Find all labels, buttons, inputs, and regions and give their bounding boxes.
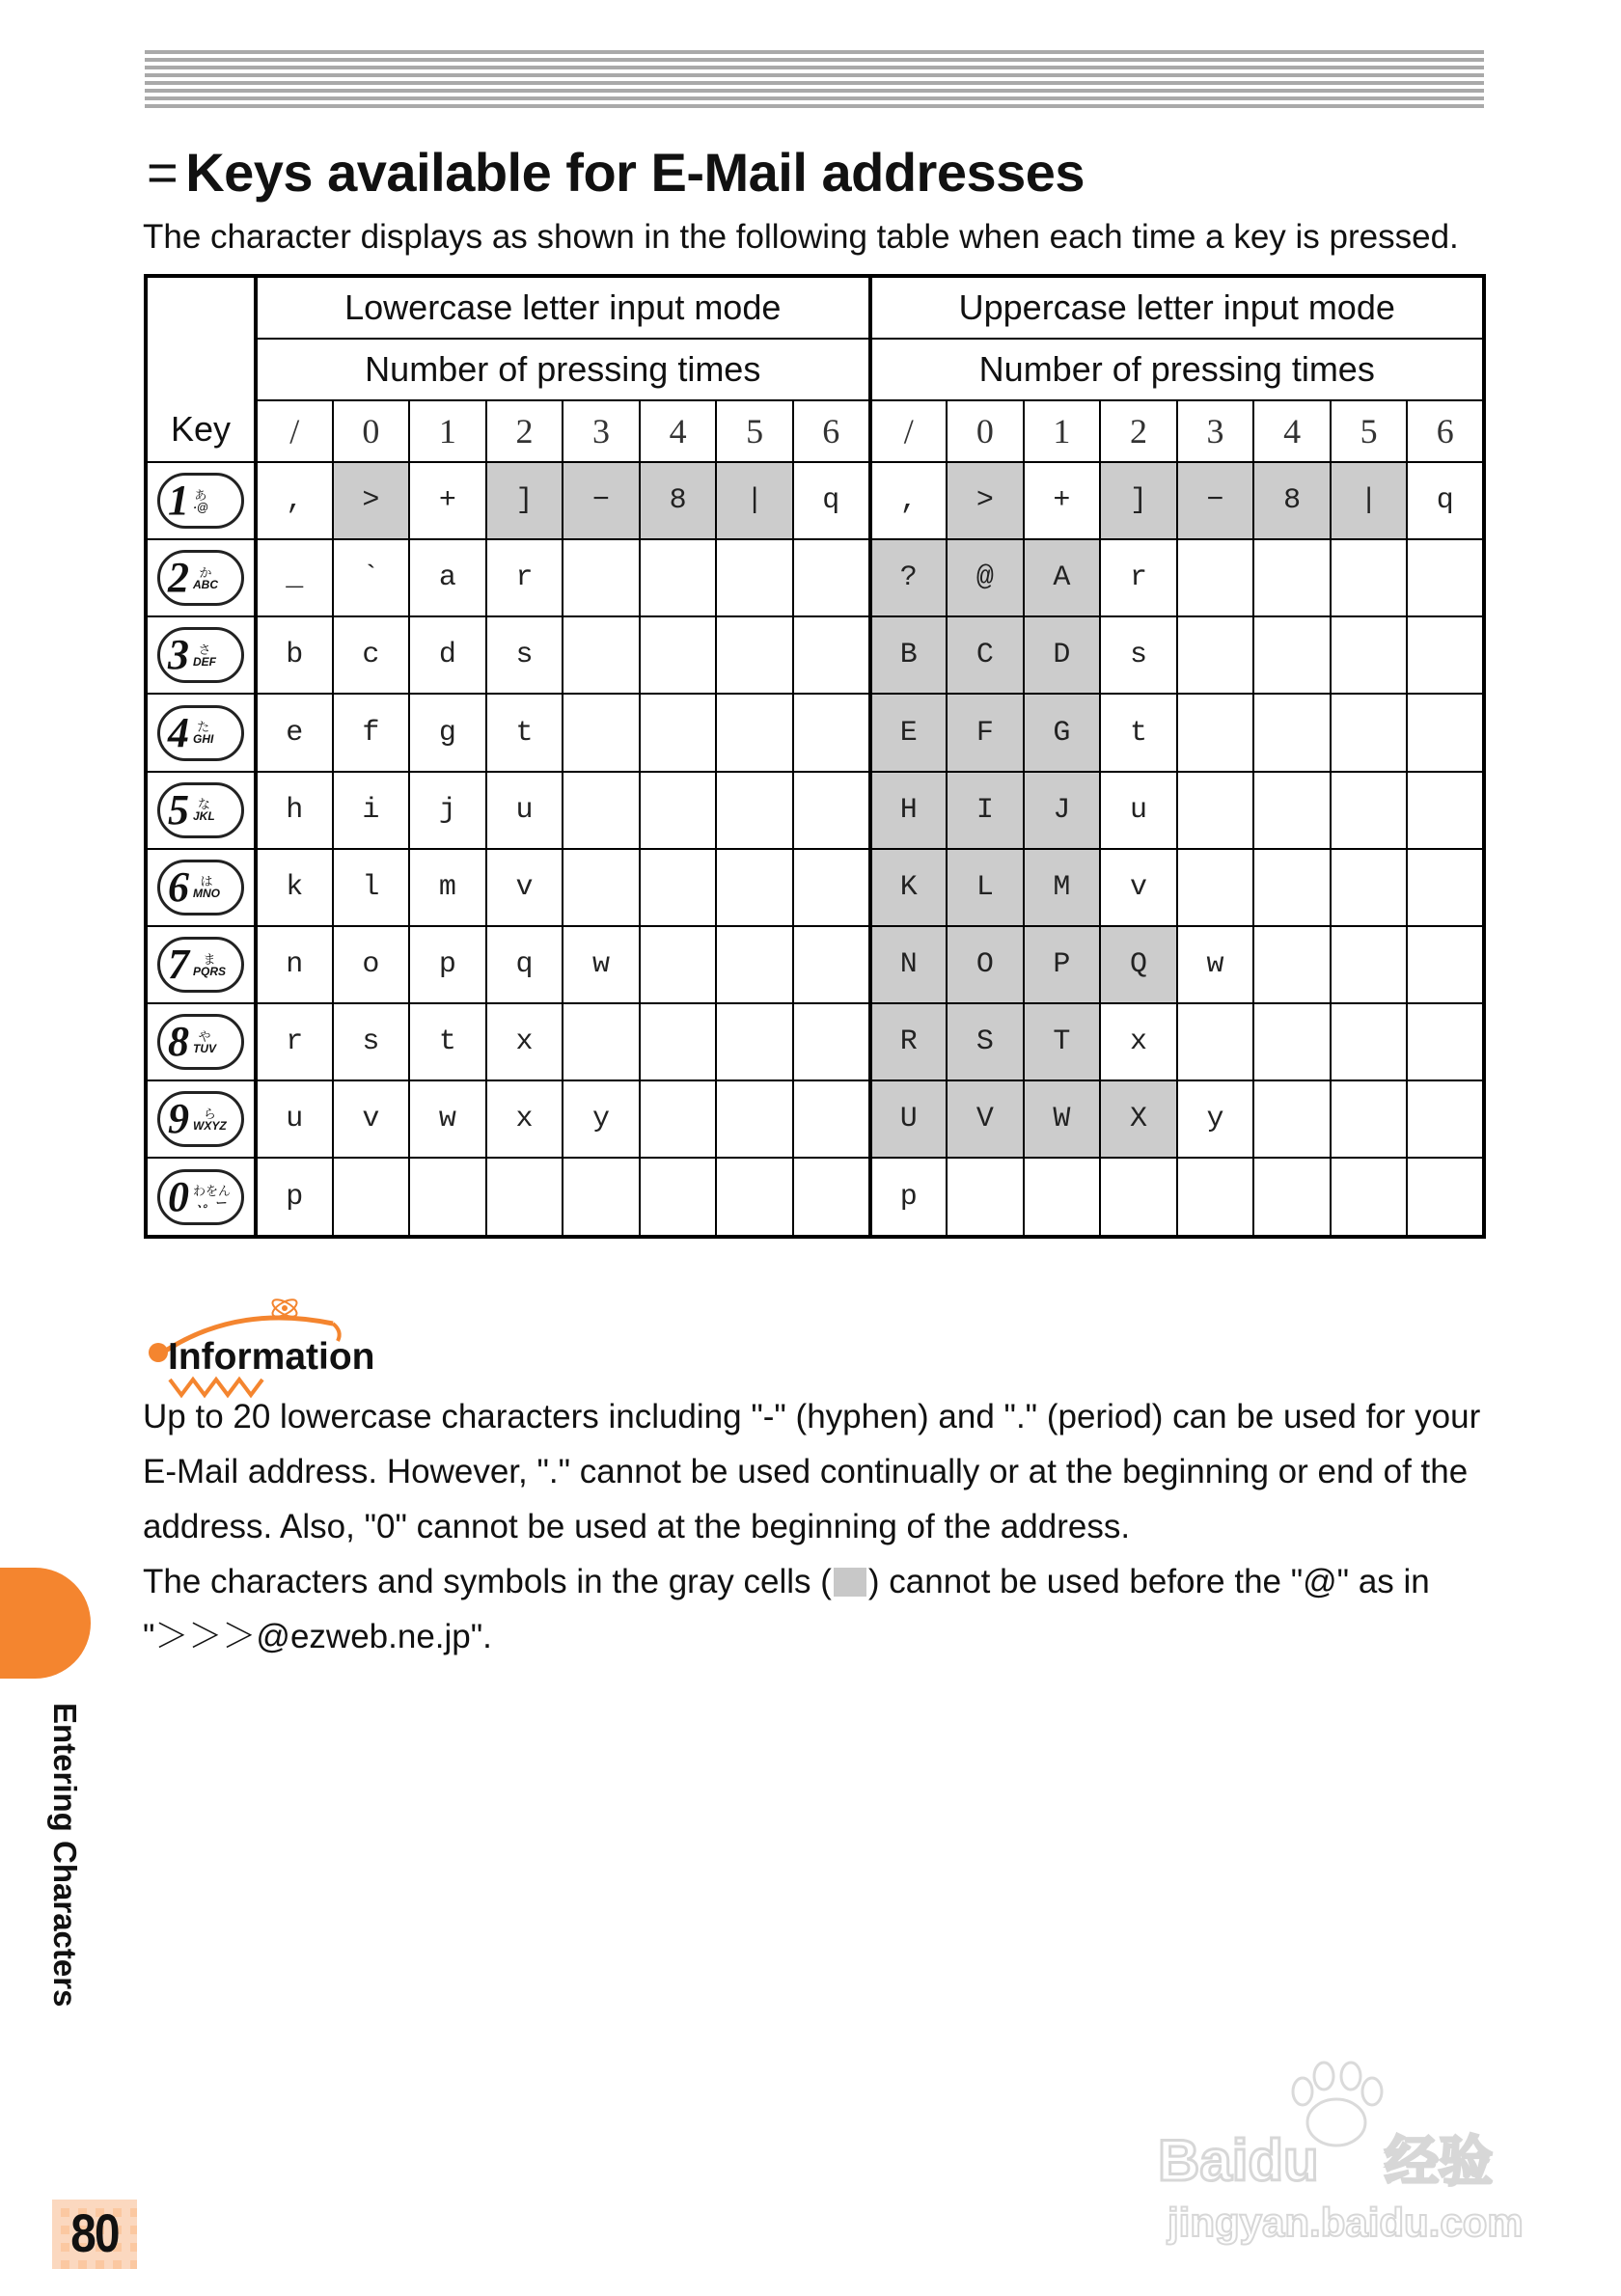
- key-letters: MNO: [193, 887, 220, 901]
- key-kana: あ: [194, 487, 207, 503]
- key-character-table: [144, 274, 1486, 1239]
- table-cell: e: [256, 694, 333, 771]
- table-cell: [1177, 694, 1254, 771]
- table-cell: y: [1177, 1080, 1254, 1158]
- table-row: [146, 772, 1484, 849]
- table-cell: [1253, 1080, 1331, 1158]
- table-cell: K: [870, 849, 948, 926]
- table-cell: R: [870, 1003, 948, 1080]
- uppercase-press-count-4: 3: [1177, 400, 1254, 462]
- table-cell: q: [793, 462, 870, 539]
- table-row: [146, 1080, 1484, 1158]
- table-cell: [563, 616, 640, 694]
- table-cell: w: [563, 926, 640, 1003]
- key-digit: 9: [168, 1095, 189, 1143]
- lowercase-press-count-5: 4: [640, 400, 717, 462]
- lowercase-press-count-0: /: [256, 400, 333, 462]
- table-cell: [793, 1003, 870, 1080]
- key-3-icon: [157, 627, 244, 683]
- key-9-icon: [157, 1091, 244, 1147]
- table-cell: [1253, 1003, 1331, 1080]
- key-6-icon: [157, 860, 244, 916]
- table-cell: [333, 1158, 410, 1237]
- key-cell: [146, 1003, 256, 1080]
- table-cell: V: [947, 1080, 1024, 1158]
- table-cell: [640, 539, 717, 616]
- table-cell: [716, 926, 793, 1003]
- table-cell: [640, 926, 717, 1003]
- info-line-2: E-Mail address. However, "." cannot be used continually or at the beginning or end of the: [143, 1453, 1469, 1490]
- key-kana: わをん: [193, 1184, 232, 1199]
- table-cell: f: [333, 694, 410, 771]
- table-cell: p: [409, 926, 486, 1003]
- uppercase-press-count-3: 2: [1100, 400, 1177, 462]
- table-cell: L: [947, 849, 1024, 926]
- uppercase-press-count-5: 4: [1253, 400, 1331, 462]
- table-cell: I: [947, 772, 1024, 849]
- table-cell: ,: [870, 462, 948, 539]
- table-cell: [409, 1158, 486, 1237]
- lowercase-press-count-2: 1: [409, 400, 486, 462]
- uppercase-press-count-header: Number of pressing times: [870, 339, 1485, 400]
- table-cell: [1253, 539, 1331, 616]
- uppercase-press-count-7: 6: [1407, 400, 1484, 462]
- table-cell: g: [409, 694, 486, 771]
- gray-cell-sample-icon: [834, 1568, 866, 1597]
- key-cell: [146, 926, 256, 1003]
- table-cell: [640, 1080, 717, 1158]
- key-digit: 3: [168, 631, 189, 679]
- table-cell: q: [1407, 462, 1484, 539]
- table-cell: ]: [1100, 462, 1177, 539]
- table-cell: [1407, 1080, 1484, 1158]
- table-row: [146, 616, 1484, 694]
- table-cell: Q: [1100, 926, 1177, 1003]
- key-5-icon: [157, 782, 244, 838]
- table-row: [146, 849, 1484, 926]
- table-cell: u: [256, 1080, 333, 1158]
- table-cell: [793, 1080, 870, 1158]
- key-kana: ら: [203, 1106, 216, 1121]
- table-cell: [1253, 926, 1331, 1003]
- key-letters: PQRS: [193, 964, 227, 978]
- table-row: [146, 1158, 1484, 1237]
- key-kana: や: [198, 1028, 211, 1044]
- table-cell: [640, 616, 717, 694]
- table-cell: x: [486, 1003, 563, 1080]
- table-cell: N: [870, 926, 948, 1003]
- information-body: [143, 1389, 1494, 1664]
- table-cell: [1407, 849, 1484, 926]
- table-row: [146, 926, 1484, 1003]
- table-cell: u: [486, 772, 563, 849]
- key-letters: DEF: [193, 654, 216, 669]
- key-digit: 0: [168, 1172, 189, 1220]
- uppercase-press-count-1: 0: [947, 400, 1024, 462]
- watermark-url: jingyan.baidu.com: [1168, 2200, 1524, 2245]
- information-heading: Information: [168, 1336, 375, 1378]
- key-letters: ·@: [193, 500, 208, 514]
- table-cell: s: [1100, 616, 1177, 694]
- table-cell: [1100, 1158, 1177, 1237]
- info-line-1: Up to 20 lowercase characters including "-" (hyphen) and "." (period) can be used for your: [143, 1398, 1481, 1435]
- key-2-icon: [157, 550, 244, 606]
- table-cell: o: [333, 926, 410, 1003]
- key-cell: [146, 616, 256, 694]
- info-line-4-end: ) cannot be used before the "@" as in: [867, 1563, 1430, 1600]
- key-digit: 1: [168, 477, 189, 525]
- table-cell: [793, 926, 870, 1003]
- table-cell: [1253, 694, 1331, 771]
- table-cell: 8: [1253, 462, 1331, 539]
- table-cell: [1331, 849, 1408, 926]
- table-cell: n: [256, 926, 333, 1003]
- table-cell: ?: [870, 539, 948, 616]
- table-cell: [1331, 694, 1408, 771]
- table-cell: [1024, 1158, 1101, 1237]
- table-cell: [716, 849, 793, 926]
- table-cell: l: [333, 849, 410, 926]
- table-cell: W: [1024, 1080, 1101, 1158]
- section-tab-marker: [0, 1568, 91, 1679]
- table-cell: G: [1024, 694, 1101, 771]
- table-cell: H: [870, 772, 948, 849]
- table-cell: T: [1024, 1003, 1101, 1080]
- key-7-icon: [157, 937, 244, 993]
- title-text: Keys available for E-Mail addresses: [185, 142, 1085, 203]
- table-cell: [1407, 694, 1484, 771]
- key-4-icon: [157, 705, 244, 761]
- table-cell: [716, 539, 793, 616]
- table-cell: w: [1177, 926, 1254, 1003]
- table-cell: w: [409, 1080, 486, 1158]
- table-cell: −: [1177, 462, 1254, 539]
- uppercase-press-count-6: 5: [1331, 400, 1408, 462]
- table-cell: u: [1100, 772, 1177, 849]
- key-digit: 7: [168, 941, 189, 989]
- key-digit: 8: [168, 1018, 189, 1066]
- table-cell: X: [1100, 1080, 1177, 1158]
- key-kana: た: [197, 720, 210, 735]
- table-cell: [1253, 849, 1331, 926]
- key-digit: 4: [168, 708, 189, 756]
- table-cell: |: [716, 462, 793, 539]
- table-cell: [793, 849, 870, 926]
- table-cell: j: [409, 772, 486, 849]
- table-cell: [1331, 926, 1408, 1003]
- lowercase-press-count-7: 6: [793, 400, 870, 462]
- key-8-icon: [157, 1014, 244, 1070]
- table-cell: |: [1331, 462, 1408, 539]
- table-cell: r: [256, 1003, 333, 1080]
- table-cell: +: [1024, 462, 1101, 539]
- table-cell: v: [1100, 849, 1177, 926]
- key-digit: 6: [168, 862, 189, 911]
- key-letters: 、。ー: [197, 1196, 227, 1211]
- table-cell: S: [947, 1003, 1024, 1080]
- table-row: [146, 694, 1484, 771]
- baidu-jingyan-watermark: [1158, 2055, 1544, 2257]
- watermark-brand-cn: 经验: [1385, 2131, 1493, 2194]
- table-cell: M: [1024, 849, 1101, 926]
- key-cell: [146, 539, 256, 616]
- table-cell: [563, 772, 640, 849]
- table-cell: [1331, 1003, 1408, 1080]
- key-kana: か: [199, 564, 212, 580]
- table-cell: [793, 1158, 870, 1237]
- table-cell: [1253, 616, 1331, 694]
- table-cell: >: [333, 462, 410, 539]
- table-cell: U: [870, 1080, 948, 1158]
- page-subtitle: The character displays as shown in the following table when each time a key is pressed.: [143, 218, 1459, 256]
- table-cell: [640, 1003, 717, 1080]
- info-line-4: [143, 1554, 1494, 1609]
- table-cell: +: [409, 462, 486, 539]
- page-title: [147, 141, 1085, 204]
- lowercase-press-count-1: 0: [333, 400, 410, 462]
- table-cell: >: [947, 462, 1024, 539]
- key-cell: [146, 462, 256, 539]
- info-line-3: address. Also, "0" cannot be used at the beginning of the address.: [143, 1508, 1131, 1545]
- table-cell: v: [486, 849, 563, 926]
- table-cell: b: [256, 616, 333, 694]
- table-cell: ,: [256, 462, 333, 539]
- key-cell: [146, 772, 256, 849]
- key-letters: ABC: [193, 577, 218, 591]
- table-cell: m: [409, 849, 486, 926]
- table-cell: [716, 1080, 793, 1158]
- key-1-icon: [157, 473, 244, 529]
- table-cell: [1407, 539, 1484, 616]
- table-cell: t: [409, 1003, 486, 1080]
- table-cell: [793, 694, 870, 771]
- table-cell: d: [409, 616, 486, 694]
- key-column-header: Key: [146, 276, 256, 462]
- table-cell: [1407, 772, 1484, 849]
- key-letters: GHI: [193, 732, 214, 747]
- title-prefix: =: [147, 142, 179, 203]
- table-cell: P: [1024, 926, 1101, 1003]
- key-digit: 5: [168, 785, 189, 834]
- table-cell: [1407, 616, 1484, 694]
- table-cell: [640, 694, 717, 771]
- table-cell: [563, 539, 640, 616]
- key-0-icon: [157, 1169, 244, 1225]
- key-kana: さ: [198, 642, 211, 657]
- table-cell: [640, 1158, 717, 1237]
- info-line-4-start: The characters and symbols in the gray cells (: [143, 1563, 832, 1600]
- uppercase-press-count-2: 1: [1024, 400, 1101, 462]
- table-cell: i: [333, 772, 410, 849]
- key-letters: WXYZ: [193, 1118, 227, 1133]
- table-cell: r: [486, 539, 563, 616]
- table-row: [146, 539, 1484, 616]
- table-cell: [1177, 849, 1254, 926]
- key-cell: [146, 849, 256, 926]
- table-cell: [1407, 1158, 1484, 1237]
- table-cell: [1331, 772, 1408, 849]
- table-cell: O: [947, 926, 1024, 1003]
- section-tab-label: Entering Characters: [47, 1703, 83, 2008]
- watermark-brand: Baidu: [1158, 2128, 1319, 2193]
- key-digit: 2: [168, 554, 189, 602]
- table-cell: k: [256, 849, 333, 926]
- uppercase-mode-header: Uppercase letter input mode: [870, 276, 1485, 339]
- uppercase-press-count-0: /: [870, 400, 948, 462]
- table-cell: 8: [640, 462, 717, 539]
- table-row: [146, 1003, 1484, 1080]
- table-cell: y: [563, 1080, 640, 1158]
- key-letters: JKL: [193, 809, 215, 824]
- lowercase-press-count-3: 2: [486, 400, 563, 462]
- key-cell: [146, 1080, 256, 1158]
- table-cell: [793, 772, 870, 849]
- table-cell: [1177, 539, 1254, 616]
- table-cell: q: [486, 926, 563, 1003]
- key-kana: な: [197, 797, 210, 812]
- table-cell: [486, 1158, 563, 1237]
- info-line-5: "＞＞＞@ezweb.ne.jp".: [143, 1618, 492, 1655]
- table-cell: D: [1024, 616, 1101, 694]
- page-number: 80: [70, 2202, 119, 2263]
- table-row: [146, 462, 1484, 539]
- table-cell: @: [947, 539, 1024, 616]
- table-cell: p: [870, 1158, 948, 1237]
- table-cell: [640, 849, 717, 926]
- key-cell: [146, 1158, 256, 1237]
- table-cell: [1407, 926, 1484, 1003]
- lowercase-press-count-6: 5: [716, 400, 793, 462]
- table-cell: [716, 616, 793, 694]
- table-cell: A: [1024, 539, 1101, 616]
- table-cell: [563, 1158, 640, 1237]
- table-cell: [793, 616, 870, 694]
- lowercase-press-count-header: Number of pressing times: [256, 339, 870, 400]
- table-cell: ]: [486, 462, 563, 539]
- table-cell: s: [333, 1003, 410, 1080]
- table-cell: p: [256, 1158, 333, 1237]
- table-cell: C: [947, 616, 1024, 694]
- table-cell: x: [486, 1080, 563, 1158]
- table-cell: J: [1024, 772, 1101, 849]
- table-cell: r: [1100, 539, 1177, 616]
- table-cell: `: [333, 539, 410, 616]
- table-cell: [793, 539, 870, 616]
- table-cell: [716, 772, 793, 849]
- lowercase-mode-header: Lowercase letter input mode: [256, 276, 870, 339]
- table-cell: c: [333, 616, 410, 694]
- header-stripes: [145, 50, 1484, 116]
- table-cell: h: [256, 772, 333, 849]
- table-cell: _: [256, 539, 333, 616]
- key-kana: ま: [203, 951, 216, 967]
- table-cell: [1253, 1158, 1331, 1237]
- key-letters: TUV: [193, 1041, 216, 1055]
- table-cell: t: [1100, 694, 1177, 771]
- table-cell: −: [563, 462, 640, 539]
- lowercase-press-count-4: 3: [563, 400, 640, 462]
- key-cell: [146, 694, 256, 771]
- table-cell: [1177, 772, 1254, 849]
- table-cell: t: [486, 694, 563, 771]
- table-cell: s: [486, 616, 563, 694]
- table-cell: a: [409, 539, 486, 616]
- table-cell: [716, 694, 793, 771]
- table-cell: [716, 1003, 793, 1080]
- table-cell: [1331, 616, 1408, 694]
- key-kana: は: [200, 874, 213, 889]
- table-cell: [1177, 616, 1254, 694]
- table-cell: [716, 1158, 793, 1237]
- table-cell: [563, 1003, 640, 1080]
- table-cell: [1177, 1158, 1254, 1237]
- table-cell: [1331, 1158, 1408, 1237]
- table-cell: x: [1100, 1003, 1177, 1080]
- table-cell: F: [947, 694, 1024, 771]
- table-cell: [563, 694, 640, 771]
- table-cell: v: [333, 1080, 410, 1158]
- table-cell: [1331, 539, 1408, 616]
- table-cell: E: [870, 694, 948, 771]
- table-cell: [947, 1158, 1024, 1237]
- table-cell: B: [870, 616, 948, 694]
- table-cell: [640, 772, 717, 849]
- table-cell: [1407, 1003, 1484, 1080]
- table-cell: [1253, 772, 1331, 849]
- table-cell: [563, 849, 640, 926]
- table-cell: [1177, 1003, 1254, 1080]
- table-cell: [1331, 1080, 1408, 1158]
